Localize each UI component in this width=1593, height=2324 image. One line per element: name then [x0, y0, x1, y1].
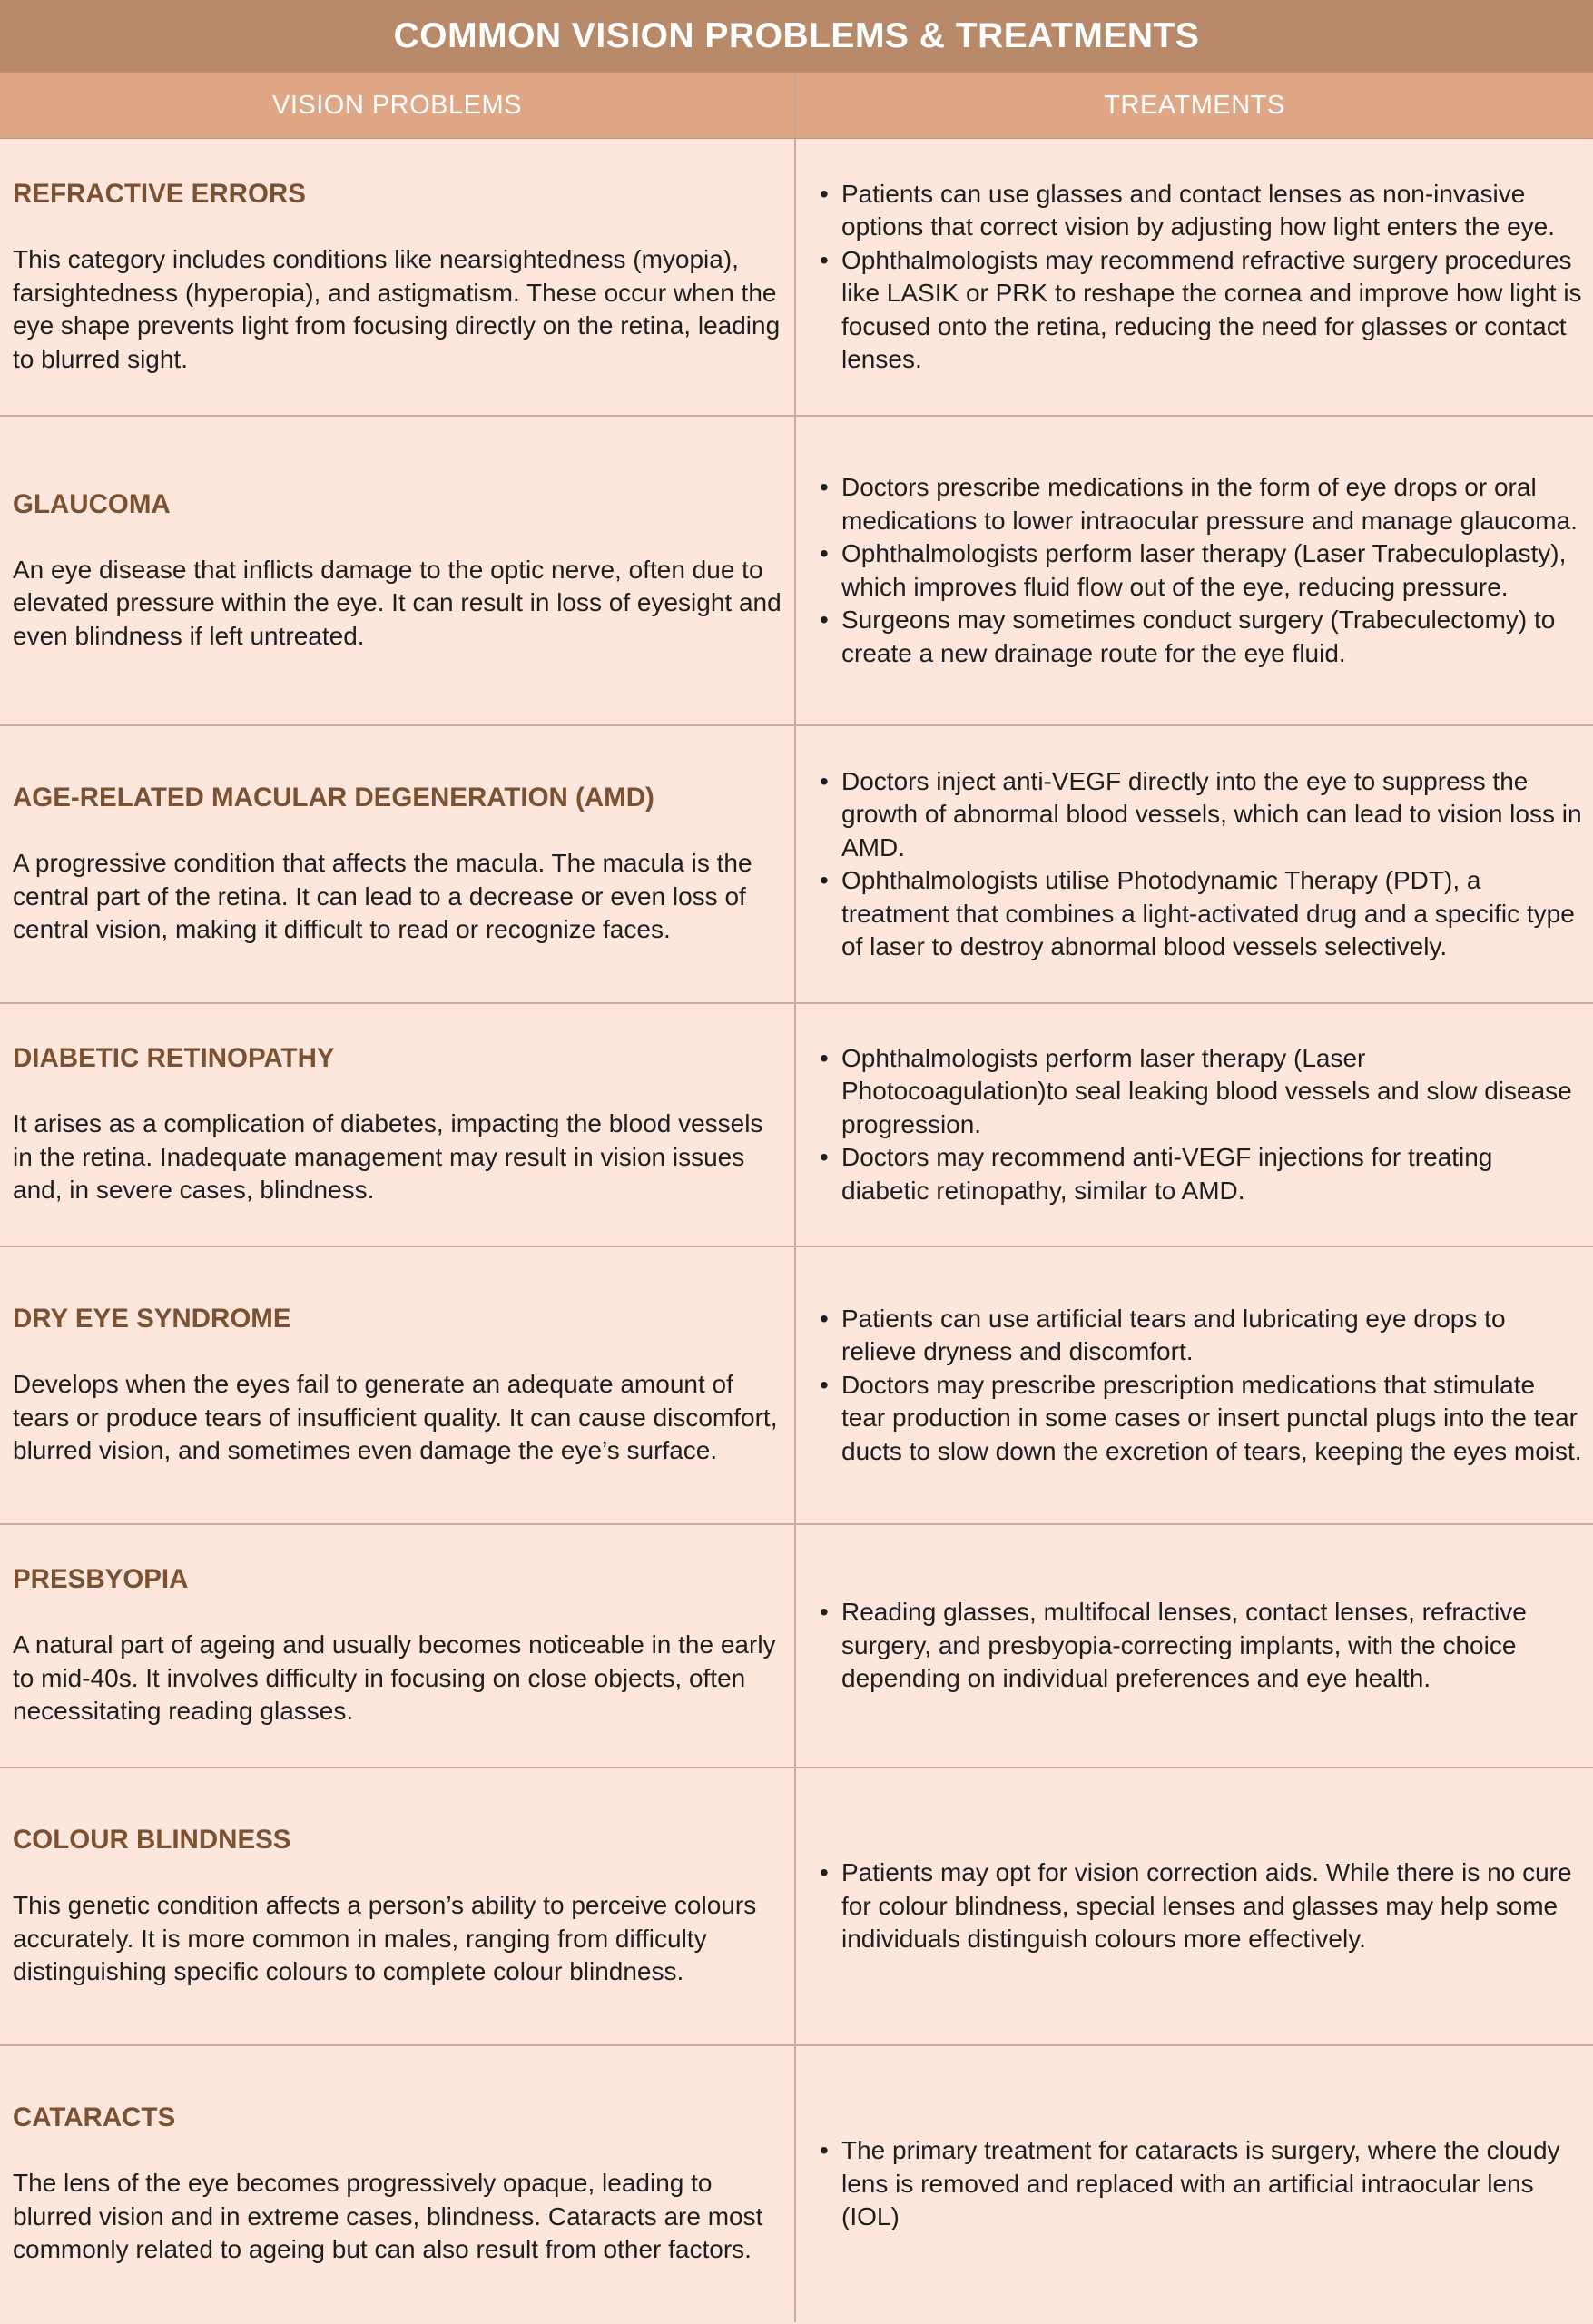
bullet-icon: • — [820, 2136, 829, 2165]
treatment-list — [820, 1856, 1584, 1956]
treatment-list — [820, 2134, 1584, 2234]
treatment-item — [820, 604, 1584, 670]
treatment-text: Patients can use artificial tears and lubricating eye drops to relieve dryness and discomfort. — [841, 1304, 1506, 1366]
bullet-icon: • — [820, 473, 829, 501]
treatment-text: Doctors may recommend anti-VEGF injections for treating diabetic retinopathy, similar to AMD. — [841, 1143, 1493, 1205]
treatment-text: Ophthalmologists perform laser therapy (Laser Photocoagulation)to seal leaking blood vessels and slow disease progression. — [841, 1043, 1572, 1138]
treatment-cell — [796, 139, 1593, 415]
bullet-icon: • — [820, 1304, 829, 1333]
bullet-icon: • — [820, 866, 829, 894]
problem-cell — [0, 1525, 796, 1767]
treatment-list — [820, 178, 1584, 377]
problem-name: DRY EYE SYNDROME — [13, 1304, 291, 1334]
problem-description: This category includes conditions like nearsightedness (myopia), farsightedness (hyperopia), and astigmatism. These occur when the eye shape prevents light from focusing directly on the retina, leading to blurred sight. — [13, 245, 781, 373]
treatment-text: Doctors may prescribe prescription medications that stimulate tear production in some cases or insert punctal plugs into the tear ducts to slow down the excretion of tears, keeping the eyes moist. — [841, 1370, 1582, 1465]
bullet-icon: • — [820, 766, 829, 795]
problem-description: This genetic condition affects a person’s ability to perceive colours accurately. It is more common in males, ranging from difficulty distinguishing specific colours to complete colour blindness. — [13, 1891, 757, 1986]
treatment-item — [820, 864, 1584, 964]
treatment-cell — [796, 417, 1593, 724]
problem-name: PRESBYOPIA — [13, 1564, 189, 1595]
table-body — [0, 139, 1593, 2322]
bullet-icon: • — [820, 1598, 829, 1627]
problem-name: COLOUR BLINDNESS — [13, 1825, 291, 1856]
problem-description: A natural part of ageing and usually becomes noticeable in the early to mid-40s. It involves difficulty in focusing on close objects, often necessitating reading glasses. — [13, 1630, 776, 1726]
problem-name: REFRACTIVE ERRORS — [13, 179, 306, 209]
treatment-cell — [796, 1004, 1593, 1246]
treatment-text: Patients can use glasses and contact lenses as non-invasive options that correct vision by adjusting how light enters the eye. — [841, 179, 1555, 241]
bullet-icon: • — [820, 1043, 829, 1072]
treatment-cell — [796, 726, 1593, 1002]
problem-cell — [0, 1247, 796, 1523]
problem-description: A progressive condition that affects the macula. The macula is the central part of the retina. It can lead to a decrease or even loss of central vision, making it difficult to read or recognize faces. — [13, 849, 752, 944]
table-row — [0, 1004, 1593, 1247]
treatment-item — [820, 1141, 1584, 1207]
problem-name: GLAUCOMA — [13, 488, 171, 519]
treatment-cell — [796, 1525, 1593, 1767]
header-treatments: TREATMENTS — [1104, 90, 1285, 120]
treatment-list — [820, 471, 1584, 670]
bullet-icon: • — [820, 1858, 829, 1887]
treatment-cell — [796, 1247, 1593, 1523]
treatment-text: Ophthalmologists perform laser therapy (Laser Trabeculoplasty), which improves fluid flow out of the eye, reducing pressure. — [841, 539, 1567, 601]
bullet-icon: • — [820, 1143, 829, 1172]
problem-description: The lens of the eye becomes progressively opaque, leading to blurred vision and in extreme cases, blindness. Cataracts are most commonly related to ageing but can also result from other factors. — [13, 2169, 763, 2264]
table-row — [0, 139, 1593, 417]
table-row — [0, 417, 1593, 726]
table-row — [0, 726, 1593, 1004]
treatment-cell — [796, 2046, 1593, 2322]
treatment-list — [820, 1596, 1584, 1696]
problem-cell — [0, 139, 796, 415]
treatment-item — [820, 2134, 1584, 2234]
treatment-text: Patients may opt for vision correction aids. While there is no cure for colour blindness, special lenses and glasses may help some individuals distinguish colours more effectively. — [841, 1858, 1572, 1954]
problem-name: DIABETIC RETINOPATHY — [13, 1043, 335, 1074]
problem-cell — [0, 1768, 796, 2044]
bullet-icon: • — [820, 539, 829, 567]
bullet-icon: • — [820, 245, 829, 274]
problem-cell — [0, 417, 796, 724]
problem-cell — [0, 2046, 796, 2322]
treatment-text: Ophthalmologists may recommend refractive surgery procedures like LASIK or PRK to reshape the cornea and improve how light is focused onto the retina, reducing the need for glasses or contact lenses. — [841, 245, 1582, 373]
page-title: COMMON VISION PROBLEMS & TREATMENTS — [0, 0, 1593, 72]
treatment-list — [820, 1303, 1584, 1469]
problem-cell — [0, 1004, 796, 1246]
treatment-item — [820, 471, 1584, 537]
table-row — [0, 1247, 1593, 1525]
treatment-item — [820, 178, 1584, 244]
treatment-list — [820, 765, 1584, 964]
treatment-text: Doctors inject anti-VEGF directly into the eye to suppress the growth of abnormal blood vessels, which can lead to vision loss in AMD. — [841, 766, 1582, 862]
treatment-cell — [796, 1768, 1593, 2044]
table-header — [0, 72, 1593, 139]
treatment-item — [820, 1369, 1584, 1469]
bullet-icon: • — [820, 1370, 829, 1399]
problem-description: It arises as a complication of diabetes, impacting the blood vessels in the retina. Inadequate management may result in vision issues and, in severe cases, blindness. — [13, 1109, 763, 1205]
bullet-icon: • — [820, 179, 829, 208]
table-row — [0, 1525, 1593, 1768]
treatment-text: Doctors prescribe medications in the form of eye drops or oral medications to lower intraocular pressure and manage glaucoma. — [841, 473, 1578, 535]
treatment-item — [820, 1303, 1584, 1369]
problem-description: An eye disease that inflicts damage to the optic nerve, often due to elevated pressure within the eye. It can result in loss of eyesight and even blindness if left untreated. — [13, 555, 782, 650]
treatment-item — [820, 244, 1584, 377]
problem-cell — [0, 726, 796, 1002]
treatment-item — [820, 1596, 1584, 1696]
table-row — [0, 2046, 1593, 2322]
treatment-text: Ophthalmologists utilise Photodynamic Therapy (PDT), a treatment that combines a light-activated drug and a specific type of laser to destroy abnormal blood vessels selectively. — [841, 866, 1575, 960]
treatment-item — [820, 537, 1584, 604]
table-row — [0, 1768, 1593, 2046]
problem-name: CATARACTS — [13, 2102, 176, 2133]
header-vision-problems: VISION PROBLEMS — [0, 73, 796, 138]
problem-description: Develops when the eyes fail to generate an adequate amount of tears or produce tears of insufficient quality. It can cause discomfort, blurred vision, and sometimes even damage the eye’s surface. — [13, 1370, 778, 1465]
bullet-icon: • — [820, 606, 829, 634]
treatment-text: Reading glasses, multifocal lenses, contact lenses, refractive surgery, and presbyopia-correcting implants, with the choice depending on individual preferences and eye health. — [841, 1598, 1527, 1693]
treatment-text: Surgeons may sometimes conduct surgery (Trabeculectomy) to create a new drainage route for the eye fluid. — [841, 606, 1556, 667]
treatment-item — [820, 1856, 1584, 1956]
treatment-item — [820, 1042, 1584, 1142]
treatment-item — [820, 765, 1584, 865]
treatment-list — [820, 1042, 1584, 1208]
problem-name: AGE-RELATED MACULAR DEGENERATION (AMD) — [13, 783, 654, 813]
treatment-text: The primary treatment for cataracts is surgery, where the cloudy lens is removed and replaced with an artificial intraocular lens (IOL) — [841, 2136, 1560, 2231]
